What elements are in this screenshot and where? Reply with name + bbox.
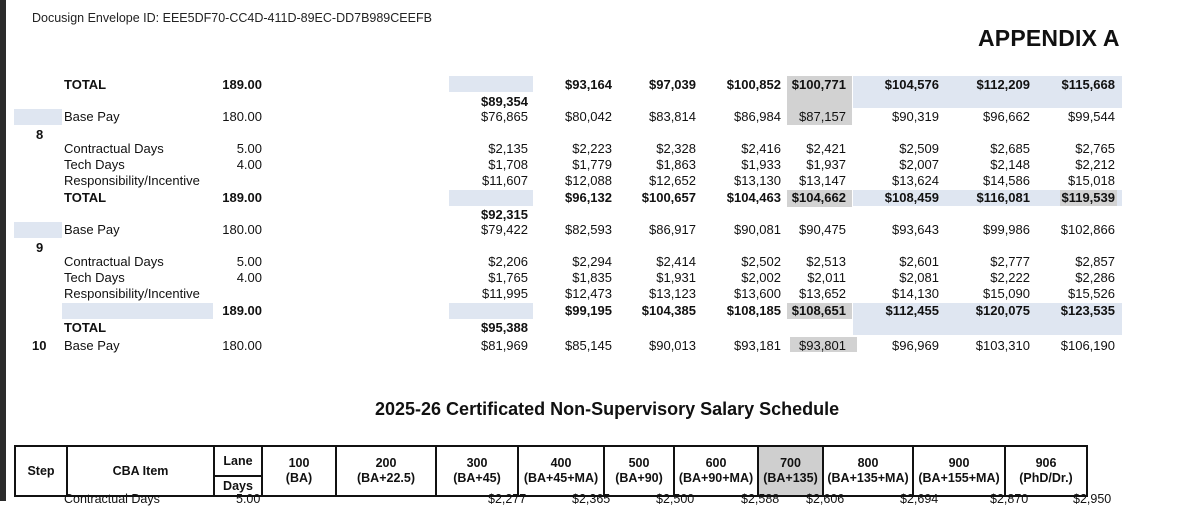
row-days: 180.00 (222, 109, 262, 124)
salary-cell: $90,081 (734, 222, 781, 237)
salary-cell: $2,509 (899, 141, 939, 156)
salary-cell: $104,576 (884, 77, 939, 92)
row-days: 4.00 (236, 157, 262, 172)
salary-cell: $1,779 (572, 157, 612, 172)
salary-cell: $96,662 (983, 109, 1030, 124)
bottom-cell: $2,500 (656, 492, 695, 506)
header-col-906: 906 (PhD/Dr.) (1005, 446, 1087, 496)
salary-cell: $83,814 (649, 109, 696, 124)
row-label: Base Pay (64, 222, 120, 237)
salary-cell: $120,075 (975, 303, 1030, 318)
salary-cell: $13,600 (734, 286, 781, 301)
salary-cell: $99,195 (565, 303, 612, 318)
header-col-700: 700 (BA+135) (758, 446, 823, 496)
band-shade (62, 303, 213, 319)
salary-cell: $97,039 (649, 77, 696, 92)
salary-cell: $2,011 (807, 270, 846, 285)
salary-cell: $2,421 (806, 141, 846, 156)
salary-cell: $2,502 (741, 254, 781, 269)
salary-cell: $93,181 (734, 338, 781, 353)
salary-cell: $1,835 (572, 270, 612, 285)
schedule-title: 2025-26 Certificated Non-Supervisory Salary Schedule (375, 399, 840, 419)
salary-cell: $2,601 (899, 254, 939, 269)
salary-cell: $92,315 (481, 207, 528, 222)
salary-cell: $2,513 (806, 254, 846, 269)
row-label: Contractual Days (64, 141, 164, 156)
schedule-header-table (14, 445, 1088, 497)
salary-cell: $89,354 (481, 94, 528, 109)
salary-cell: $13,130 (734, 173, 781, 188)
salary-cell: $93,164 (565, 77, 612, 92)
salary-cell: $2,414 (656, 254, 696, 269)
header-step: Step (15, 446, 67, 496)
step-number: 9 (36, 240, 44, 255)
bottom-cell: $2,365 (572, 492, 611, 506)
header-col-900: 900 (BA+155+MA) (913, 446, 1005, 496)
salary-cell: $12,473 (565, 286, 612, 301)
header-col-400: 400 (BA+45+MA) (518, 446, 604, 496)
salary-cell: $2,002 (741, 270, 781, 285)
salary-cell: $2,765 (1075, 141, 1115, 156)
row-label: Base Pay (64, 338, 120, 353)
salary-cell: $123,535 (1060, 303, 1115, 318)
salary-cell: $85,145 (565, 338, 612, 353)
salary-cell: $108,185 (726, 303, 781, 318)
band-shade (14, 222, 62, 238)
salary-cell: $2,135 (488, 141, 528, 156)
salary-cell: $13,652 (799, 286, 846, 301)
salary-cell: $15,018 (1068, 173, 1115, 188)
salary-cell: $1,765 (488, 270, 528, 285)
salary-cell: $13,147 (799, 173, 846, 188)
salary-cell: $108,651 (791, 303, 846, 318)
salary-cell: $2,416 (741, 141, 781, 156)
salary-cell: $1,937 (806, 157, 846, 172)
appendix-title: APPENDIX A (978, 25, 1120, 51)
row-days: 180.00 (222, 222, 262, 237)
row-label: Contractual Days (64, 254, 164, 269)
salary-cell: $103,310 (975, 338, 1030, 353)
salary-cell: $1,708 (488, 157, 528, 172)
salary-cell: $12,088 (565, 173, 612, 188)
salary-cell: $76,865 (481, 109, 528, 124)
salary-cell: $2,223 (572, 141, 612, 156)
salary-cell: $96,969 (892, 338, 939, 353)
salary-cell: $93,801 (799, 338, 846, 353)
salary-cell: $15,526 (1068, 286, 1115, 301)
salary-cell: $100,852 (726, 77, 781, 92)
salary-cell: $1,863 (656, 157, 696, 172)
salary-cell: $1,933 (741, 157, 781, 172)
salary-cell: $13,624 (892, 173, 939, 188)
salary-cell: $12,652 (649, 173, 696, 188)
row-days: 5.00 (236, 254, 262, 269)
header-col-800: 800 (BA+135+MA) (823, 446, 913, 496)
row-label: TOTAL (64, 77, 107, 92)
salary-cell: $104,385 (641, 303, 696, 318)
salary-cell: $104,463 (726, 190, 781, 205)
salary-cell: $86,917 (649, 222, 696, 237)
bottom-cell: $2,694 (900, 492, 939, 506)
salary-cell: $100,657 (641, 190, 696, 205)
bottom-cell: $2,870 (990, 492, 1029, 506)
bottom-cell: $2,606 (806, 492, 845, 506)
header-col-200: 200 (BA+22.5) (336, 446, 436, 496)
envelope-id: Docusign Envelope ID: EEE5DF70-CC4D-411D-89EC-DD7B989CEEFB (32, 11, 432, 25)
salary-cell: $82,593 (565, 222, 612, 237)
salary-cell: $2,007 (899, 157, 939, 172)
salary-cell: $2,685 (990, 141, 1030, 156)
salary-cell: $87,157 (799, 109, 846, 124)
salary-cell: $102,866 (1060, 222, 1115, 237)
step-number: 10 (32, 338, 47, 353)
page-left-border (0, 0, 6, 501)
row-label: Responsibility/Incentive (64, 173, 200, 188)
salary-cell: $15,090 (983, 286, 1030, 301)
salary-cell: $108,459 (884, 190, 939, 205)
salary-cell: $112,209 (976, 77, 1030, 92)
row-days: 180.00 (222, 338, 262, 353)
row-label: Tech Days (64, 157, 125, 172)
header-cba-item: CBA Item (67, 446, 214, 496)
header-col-500: 500 (BA+90) (604, 446, 674, 496)
band-shade (14, 109, 62, 125)
salary-cell: $14,586 (983, 173, 1030, 188)
salary-cell: $115,668 (1061, 77, 1115, 92)
salary-cell: $90,319 (892, 109, 939, 124)
salary-cell: $2,212 (1075, 157, 1115, 172)
salary-cell: $2,206 (488, 254, 528, 269)
salary-cell: $2,286 (1075, 270, 1115, 285)
row-label: TOTAL (64, 190, 107, 205)
salary-cell: $86,984 (734, 109, 781, 124)
row-days: 4.00 (236, 270, 262, 285)
salary-cell: $119,539 (1061, 190, 1115, 205)
salary-cell: $11,995 (481, 286, 528, 301)
salary-cell: $95,388 (481, 320, 528, 335)
header-col-300: 300 (BA+45) (436, 446, 518, 496)
salary-cell: $2,081 (899, 270, 939, 285)
row-days: 189.00 (222, 77, 262, 92)
salary-cell: $11,607 (481, 173, 528, 188)
row-days: 189.00 (222, 190, 262, 205)
band-shade (449, 190, 533, 206)
row-label: TOTAL (64, 320, 107, 335)
row-label: Responsibility/Incentive (64, 286, 200, 301)
salary-cell: $2,857 (1075, 254, 1115, 269)
row-days: 189.00 (222, 303, 262, 318)
header-lane: Lane (214, 446, 262, 476)
row-days: 5.00 (236, 141, 262, 156)
salary-cell: $81,969 (481, 338, 528, 353)
bottom-row-days: 5.00 (236, 492, 261, 506)
salary-cell: $2,777 (990, 254, 1030, 269)
bottom-cell: $2,277 (488, 492, 527, 506)
salary-cell: $90,475 (799, 222, 846, 237)
salary-cell: $90,013 (649, 338, 696, 353)
salary-cell: $2,328 (656, 141, 696, 156)
salary-cell: $80,042 (565, 109, 612, 124)
band-shade (449, 303, 533, 319)
salary-cell: $100,771 (791, 77, 846, 92)
salary-cell: $93,643 (892, 222, 939, 237)
salary-cell: $112,455 (885, 303, 939, 318)
header-days: Days (214, 476, 262, 496)
salary-cell: $2,222 (990, 270, 1030, 285)
header-col-600: 600 (BA+90+MA) (674, 446, 758, 496)
salary-cell: $104,662 (791, 190, 846, 205)
bottom-cell: $2,588 (741, 492, 780, 506)
salary-cell: $116,081 (976, 190, 1030, 205)
salary-cell: $96,132 (565, 190, 612, 205)
row-label: Tech Days (64, 270, 125, 285)
salary-cell: $14,130 (892, 286, 939, 301)
bottom-row-label: Contractual Days (64, 492, 160, 506)
salary-cell: $79,422 (481, 222, 528, 237)
row-label: Base Pay (64, 109, 120, 124)
band-shade (449, 76, 533, 92)
salary-cell: $99,544 (1068, 109, 1115, 124)
bottom-cell: $2,950 (1073, 492, 1112, 506)
salary-cell: $13,123 (649, 286, 696, 301)
salary-cell: $1,931 (656, 270, 696, 285)
step-number: 8 (36, 127, 44, 142)
salary-cell: $2,294 (572, 254, 612, 269)
salary-cell: $2,148 (990, 157, 1030, 172)
salary-cell: $99,986 (983, 222, 1030, 237)
salary-cell: $106,190 (1060, 338, 1115, 353)
header-col-100: 100 (BA) (262, 446, 336, 496)
